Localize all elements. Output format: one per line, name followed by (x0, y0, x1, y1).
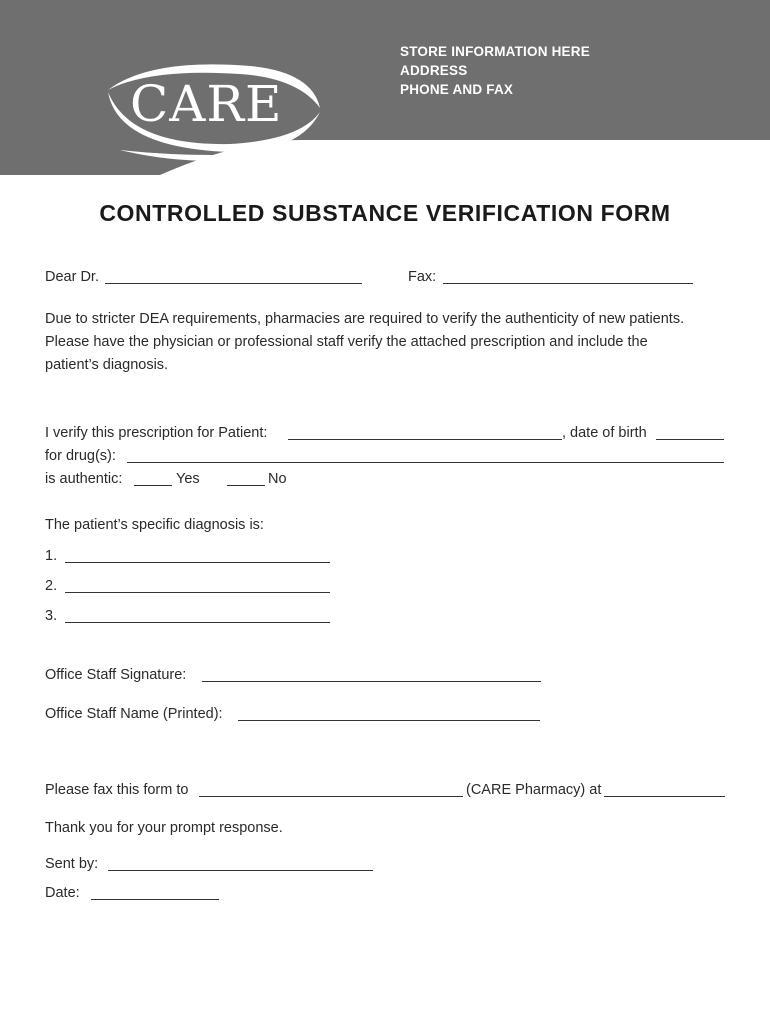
staff-signature-label: Office Staff Signature: (45, 667, 187, 683)
staff-name-field[interactable] (238, 720, 540, 721)
header-band (0, 0, 770, 175)
fax-to-field[interactable] (199, 796, 463, 797)
pharmacy-fax-field[interactable] (604, 796, 725, 797)
diagnosis-field-3[interactable] (65, 622, 330, 623)
staff-name-label: Office Staff Name (Printed): (45, 706, 223, 722)
store-info-line: STORE INFORMATION HERE (400, 44, 590, 59)
authentic-yes-blank[interactable] (134, 485, 172, 486)
sent-by-field[interactable] (108, 870, 373, 871)
authentic-no-blank[interactable] (227, 485, 265, 486)
intro-line-2: Please have the physician or professional staff verify the attached prescription and include the (45, 334, 648, 350)
diagnosis-number-2: 2. (45, 578, 58, 594)
diagnosis-field-2[interactable] (65, 592, 330, 593)
date-field[interactable] (91, 899, 219, 900)
store-info (400, 42, 590, 99)
care-logo: CARE (130, 75, 283, 133)
doctor-name-field[interactable] (105, 283, 362, 284)
dob-label: , date of birth (562, 425, 647, 441)
diagnosis-number-3: 3. (45, 608, 58, 624)
drugs-label: for drug(s): (45, 448, 116, 464)
staff-signature-field[interactable] (202, 681, 541, 682)
diagnosis-number-1: 1. (45, 548, 58, 564)
patient-name-field[interactable] (288, 439, 562, 440)
date-label: Date: (45, 885, 80, 901)
sent-by-label: Sent by: (45, 856, 99, 872)
date-of-birth-field[interactable] (656, 439, 724, 440)
intro-line-1: Due to stricter DEA requirements, pharmacies are required to verify the authenticity of new patients. (45, 311, 685, 327)
no-label: No (268, 471, 287, 487)
patient-label: I verify this prescription for Patient: (45, 425, 268, 441)
dear-dr-label: Dear Dr. (45, 269, 99, 285)
store-phone-fax-line: PHONE AND FAX (400, 82, 514, 97)
intro-line-3: patient’s diagnosis. (45, 357, 169, 373)
drugs-field[interactable] (127, 462, 724, 463)
fax-number-field[interactable] (443, 283, 693, 284)
form-title: CONTROLLED SUBSTANCE VERIFICATION FORM (99, 200, 671, 226)
thank-you-text: Thank you for your prompt response. (45, 820, 283, 836)
fax-back-middle: (CARE Pharmacy) at (466, 782, 602, 798)
yes-label: Yes (176, 471, 200, 487)
authentic-label: is authentic: (45, 471, 123, 487)
diagnosis-heading: The patient’s specific diagnosis is: (45, 517, 264, 533)
fax-back-prefix: Please fax this form to (45, 782, 189, 798)
store-address-line: ADDRESS (400, 63, 468, 78)
diagnosis-field-1[interactable] (65, 562, 330, 563)
fax-label: Fax: (408, 269, 437, 285)
